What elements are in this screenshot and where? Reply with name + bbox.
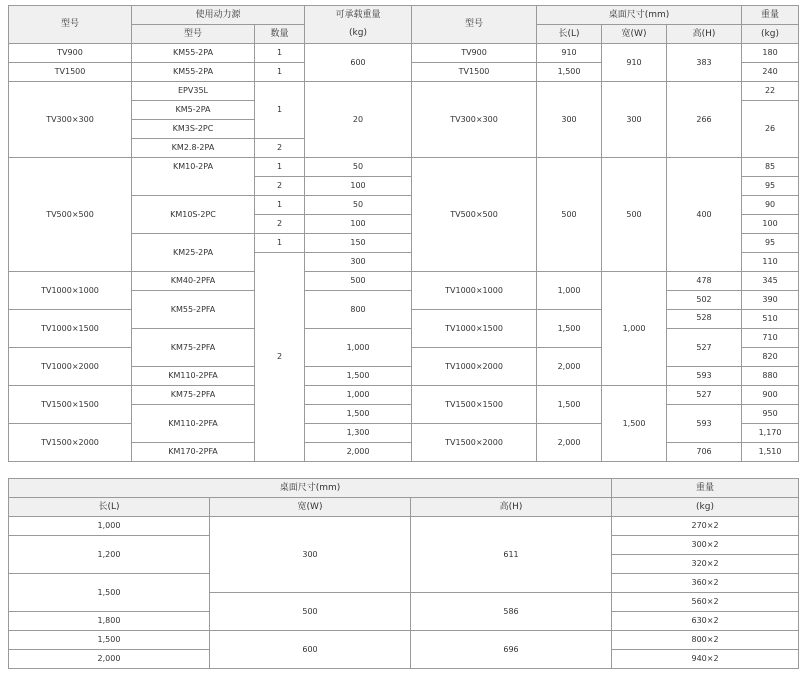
weight-cell: 110 — [742, 253, 799, 272]
model-cell: TV1000×2000 — [9, 348, 132, 386]
length-cell: 1,000 — [9, 517, 210, 536]
power-model-cell: KM3S-2PC — [132, 120, 255, 139]
qty-cell: 2 — [255, 177, 305, 196]
load-cell: 600 — [305, 44, 412, 82]
power-model-cell: EPV35L — [132, 82, 255, 101]
height-cell: 593 — [667, 405, 742, 443]
header-power-source: 使用动力源 — [132, 6, 305, 25]
load-cell: 50 — [305, 158, 412, 177]
load-cell: 100 — [305, 177, 412, 196]
weight-cell: 22 — [742, 82, 799, 101]
power-model-cell: KM10-2PA — [132, 158, 255, 196]
header-model: 型号 — [9, 6, 132, 44]
load-cell: 2,000 — [305, 443, 412, 462]
header-table-size: 桌面尺寸(mm) — [537, 6, 742, 25]
load-cell: 1,000 — [305, 329, 412, 367]
weight-cell: 510 — [742, 310, 799, 329]
load-cell: 150 — [305, 234, 412, 253]
height-cell: 696 — [411, 631, 612, 669]
qty-cell: 1 — [255, 63, 305, 82]
specs-table — [8, 5, 799, 462]
header-weight: 重量 — [742, 6, 799, 25]
load-cell: 500 — [305, 272, 412, 291]
model-cell: TV500×500 — [412, 158, 537, 272]
model-cell: TV1500×1500 — [412, 386, 537, 424]
height-cell: 400 — [667, 158, 742, 272]
height-cell: 266 — [667, 82, 742, 158]
width-cell: 1,000 — [602, 272, 667, 386]
weight-cell: 360×2 — [612, 574, 799, 593]
qty-cell: 1 — [255, 234, 305, 253]
header-length: 长(L) — [537, 25, 602, 44]
power-model-cell: KM55-2PA — [132, 44, 255, 63]
length-cell: 2,000 — [9, 650, 210, 669]
weight-cell: 880 — [742, 367, 799, 386]
header-weight-unit: (kg) — [612, 498, 799, 517]
power-model-cell: KM10S-2PC — [132, 196, 255, 234]
model-cell: TV1000×1000 — [9, 272, 132, 310]
length-cell: 1,500 — [9, 574, 210, 612]
model-cell: TV900 — [9, 44, 132, 63]
header-length: 长(L) — [9, 498, 210, 517]
width-cell: 500 — [210, 593, 411, 631]
qty-cell: 2 — [255, 139, 305, 158]
model-cell: TV1000×1500 — [412, 310, 537, 348]
length-cell: 1,500 — [9, 631, 210, 650]
qty-cell: 2 — [255, 215, 305, 234]
model-cell: TV500×500 — [9, 158, 132, 272]
qty-cell: 1 — [255, 158, 305, 177]
weight-cell: 270×2 — [612, 517, 799, 536]
height-cell: 706 — [667, 443, 742, 462]
header-power-qty: 数量 — [255, 25, 305, 44]
power-model-cell: KM5-2PA — [132, 101, 255, 120]
height-cell: 586 — [411, 593, 612, 631]
model-cell: TV1500×2000 — [412, 424, 537, 462]
qty-cell: 1 — [255, 196, 305, 215]
power-model-cell: KM25-2PA — [132, 234, 255, 272]
header-load: 可承载重量 (kg) — [305, 6, 412, 44]
weight-cell: 95 — [742, 234, 799, 253]
model-cell: TV1500×2000 — [9, 424, 132, 462]
width-cell: 1,500 — [602, 386, 667, 462]
header-width: 宽(W) — [210, 498, 411, 517]
weight-cell: 85 — [742, 158, 799, 177]
power-model-cell: KM170-2PFA — [132, 443, 255, 462]
header-weight: 重量 — [612, 479, 799, 498]
length-cell: 910 — [537, 44, 602, 63]
qty-cell: 2 — [255, 253, 305, 462]
weight-cell: 940×2 — [612, 650, 799, 669]
weight-cell: 950 — [742, 405, 799, 424]
length-cell: 1,000 — [537, 272, 602, 310]
qty-cell: 1 — [255, 82, 305, 139]
weight-cell: 300×2 — [612, 536, 799, 555]
load-cell: 50 — [305, 196, 412, 215]
width-cell: 300 — [602, 82, 667, 158]
weight-cell: 710 — [742, 329, 799, 348]
height-cell: 611 — [411, 517, 612, 593]
length-cell: 500 — [537, 158, 602, 272]
power-model-cell: KM75-2PFA — [132, 329, 255, 367]
weight-cell: 240 — [742, 63, 799, 82]
weight-cell: 390 — [742, 291, 799, 310]
weight-cell: 26 — [742, 101, 799, 158]
load-cell: 1,500 — [305, 405, 412, 424]
power-model-cell: KM55-2PA — [132, 63, 255, 82]
weight-cell: 1,510 — [742, 443, 799, 462]
load-cell: 20 — [305, 82, 412, 158]
width-cell: 300 — [210, 517, 411, 593]
length-cell: 1,800 — [9, 612, 210, 631]
model-cell: TV1500 — [9, 63, 132, 82]
header-model-2: 型号 — [412, 6, 537, 44]
height-cell: 502 — [667, 291, 742, 310]
power-model-cell: KM55-2PFA — [132, 291, 255, 329]
model-cell: TV300×300 — [9, 82, 132, 158]
length-cell: 1,500 — [537, 386, 602, 424]
height-cell: 593 — [667, 367, 742, 386]
height-cell: 527 — [667, 386, 742, 405]
model-cell: TV1000×1000 — [412, 272, 537, 310]
length-cell: 300 — [537, 82, 602, 158]
model-cell: TV900 — [412, 44, 537, 63]
length-cell: 2,000 — [537, 424, 602, 462]
width-cell: 500 — [602, 158, 667, 272]
model-cell: TV1500×1500 — [9, 386, 132, 424]
width-cell: 600 — [210, 631, 411, 669]
power-model-cell: KM2.8-2PA — [132, 139, 255, 158]
load-cell: 1,300 — [305, 424, 412, 443]
weight-cell: 820 — [742, 348, 799, 367]
width-cell: 910 — [602, 44, 667, 82]
header-table-size: 桌面尺寸(mm) — [9, 479, 612, 498]
length-cell: 1,500 — [537, 310, 602, 348]
load-cell: 100 — [305, 215, 412, 234]
qty-cell: 1 — [255, 44, 305, 63]
height-cell: 383 — [667, 44, 742, 82]
header-power-model: 型号 — [132, 25, 255, 44]
table-size-weight-table — [8, 478, 799, 669]
weight-cell: 100 — [742, 215, 799, 234]
model-cell: TV1500 — [412, 63, 537, 82]
load-cell: 1,500 — [305, 367, 412, 386]
length-cell: 1,200 — [9, 536, 210, 574]
header-height: 高(H) — [411, 498, 612, 517]
header-height: 高(H) — [667, 25, 742, 44]
height-cell: 478 — [667, 272, 742, 291]
load-cell: 1,000 — [305, 386, 412, 405]
length-cell: 2,000 — [537, 348, 602, 386]
weight-cell: 560×2 — [612, 593, 799, 612]
weight-cell: 1,170 — [742, 424, 799, 443]
load-cell: 800 — [305, 291, 412, 329]
model-cell: TV300×300 — [412, 82, 537, 158]
model-cell: TV1000×1500 — [9, 310, 132, 348]
height-cell: 527 — [667, 329, 742, 367]
weight-cell: 320×2 — [612, 555, 799, 574]
weight-cell: 630×2 — [612, 612, 799, 631]
weight-cell: 180 — [742, 44, 799, 63]
power-model-cell: KM40-2PFA — [132, 272, 255, 291]
weight-cell: 345 — [742, 272, 799, 291]
weight-cell: 90 — [742, 196, 799, 215]
length-cell: 1,500 — [537, 63, 602, 82]
weight-cell: 95 — [742, 177, 799, 196]
weight-cell: 800×2 — [612, 631, 799, 650]
model-cell: TV1000×2000 — [412, 348, 537, 386]
height-cell: 528 — [667, 310, 742, 329]
header-weight-unit: (kg) — [742, 25, 799, 44]
weight-cell: 900 — [742, 386, 799, 405]
load-cell: 300 — [305, 253, 412, 272]
power-model-cell: KM110-2PFA — [132, 367, 255, 386]
power-model-cell: KM75-2PFA — [132, 386, 255, 405]
power-model-cell: KM110-2PFA — [132, 405, 255, 443]
header-width: 宽(W) — [602, 25, 667, 44]
